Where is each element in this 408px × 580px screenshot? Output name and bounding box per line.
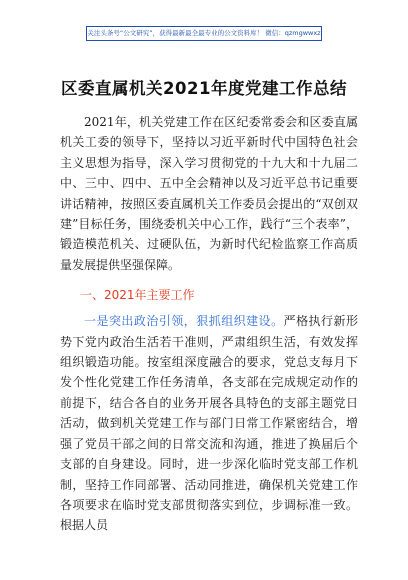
- section-highlight: 一是突出政治引领，狠抓组织建设。: [84, 314, 284, 329]
- promo-banner: 关注头条号“公文研究”，获得最新最全最专业的公文资料库！ 微信：qzmgwwxz: [86, 26, 322, 41]
- document-body: [60, 112, 358, 536]
- intro-paragraph: 2021年，机关党建工作在区纪委常委会和区委直属机关工委的领导下，坚持以习近平新时代中国特色社会主义思想为指导，深入学习贯彻党的十九大和十九届二中、三中、四中、五中全会精神以及习近平总书记重要讲话精神，按照区委直属机关工作委员会提出的“双创双建”目标任务，围绕委机关中心工作，践行“三个表率”，锻造模范机关、过硬队伍，为新时代纪检监察工作高质量发展提供坚强保障。: [60, 115, 358, 272]
- section-paragraph-text: 严格执行新形势下党内政治生活若干准则，严肃组织生活，有效发挥组织锻造功能。按室组深度融合的要求，党总支每月下发个性化党建工作任务清单，各支部在完成规定动作的前提下，结合各自的业务开展各具特色的支部主题党日活动，做到机关党建工作与部门日常工作紧密结合，增强了党员干部之间的日常交流和沟通，推进了换届后个支部的自身建设。同时，进一步深化临时党支部工作机制，坚持工作同部署、活动同推进，确保机关党建工作各项要求在临时党支部贯彻落实到位，步调标准一致。根据人员: [60, 314, 358, 533]
- section-paragraph: [60, 311, 358, 535]
- document-title: 区委直属机关2021年度党建工作总结: [61, 79, 347, 98]
- section-heading: 一、2021年主要工作: [80, 288, 195, 303]
